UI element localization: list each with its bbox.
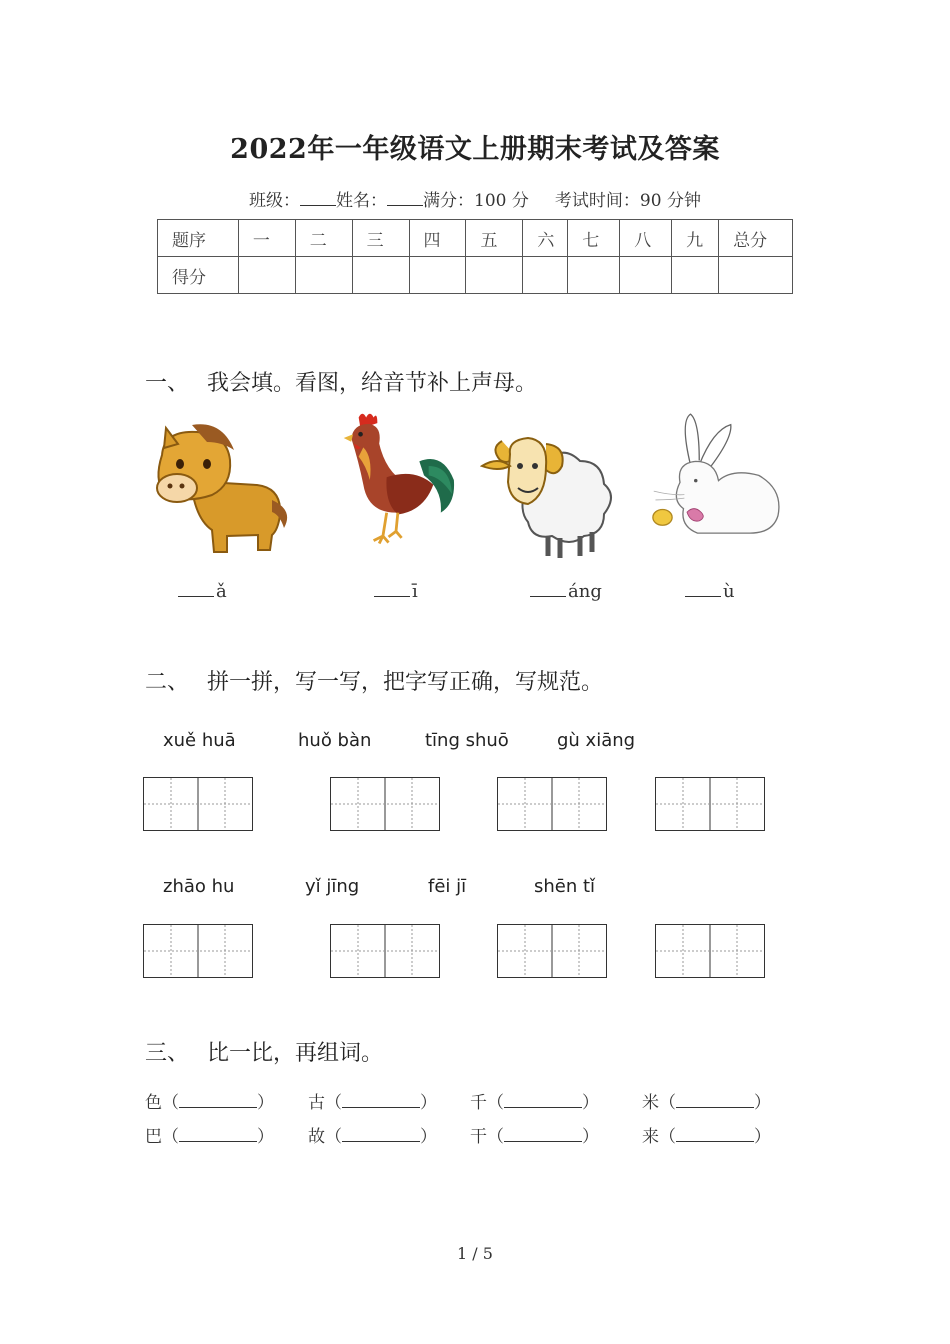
writing-grid[interactable] — [143, 777, 253, 831]
word-item[interactable]: 千（ ） — [470, 1093, 599, 1113]
table-cell: 二 — [295, 220, 352, 257]
pinyin-blank-2[interactable]: ī — [374, 581, 418, 602]
writing-grid[interactable] — [497, 777, 607, 831]
section-3-title — [145, 1036, 383, 1067]
page-title: 2022年一年级语文上册期末考试及答案 — [230, 134, 720, 165]
word-item[interactable]: 米（ ） — [642, 1093, 771, 1113]
score-input-cell[interactable] — [568, 257, 620, 294]
pinyin-label: huǒ bàn — [298, 730, 372, 751]
section-1-number: 一、 — [145, 371, 190, 396]
pinyin-label: yǐ jīng — [305, 876, 360, 897]
score-input-cell[interactable] — [295, 257, 352, 294]
writing-grid[interactable] — [330, 924, 440, 978]
score-table-score-row — [158, 257, 793, 294]
rabbit-icon — [645, 408, 785, 548]
class-blank[interactable] — [300, 190, 336, 206]
class-label: 班级： — [249, 191, 301, 211]
table-cell: 九 — [672, 220, 719, 257]
page-number: 1 / 5 — [457, 1244, 493, 1263]
section-1-text: 我会填。看图，给音节补上声母。 — [207, 371, 538, 396]
table-cell: 四 — [409, 220, 466, 257]
exam-time: 考试时间：90 分钟 — [554, 191, 701, 211]
table-cell: 题序 — [158, 220, 239, 257]
pinyin-label: gù xiāng — [557, 730, 636, 751]
writing-grid[interactable] — [655, 777, 765, 831]
word-item[interactable]: 古（ ） — [308, 1093, 437, 1113]
table-cell: 六 — [523, 220, 568, 257]
writing-grid[interactable] — [655, 924, 765, 978]
score-input-cell[interactable] — [620, 257, 672, 294]
horse-icon — [152, 420, 292, 560]
table-cell: 得分 — [158, 257, 239, 294]
writing-grid[interactable] — [330, 777, 440, 831]
full-score: 满分：100 分 — [423, 191, 529, 211]
rooster-icon — [326, 410, 466, 550]
pinyin-label: xuě huā — [163, 730, 236, 751]
table-cell: 总分 — [719, 220, 793, 257]
score-table-header-row — [158, 220, 793, 257]
table-cell: 一 — [238, 220, 295, 257]
pinyin-label: fēi jī — [428, 876, 467, 897]
name-blank[interactable] — [387, 190, 423, 206]
score-input-cell[interactable] — [719, 257, 793, 294]
pinyin-blank-1[interactable]: ǎ — [178, 581, 227, 602]
word-item[interactable]: 来（ ） — [642, 1127, 771, 1147]
student-info-line — [0, 186, 950, 211]
section-3-text: 比一比，再组词。 — [207, 1041, 384, 1066]
word-item[interactable]: 故（ ） — [308, 1127, 437, 1147]
score-input-cell[interactable] — [672, 257, 719, 294]
pinyin-blank-4[interactable]: ù — [685, 581, 735, 602]
writing-grid[interactable] — [143, 924, 253, 978]
section-3-number: 三、 — [145, 1041, 190, 1066]
table-cell: 七 — [568, 220, 620, 257]
pinyin-blank-3[interactable]: áng — [530, 581, 602, 602]
word-item[interactable]: 色（ ） — [145, 1093, 274, 1113]
score-input-cell[interactable] — [352, 257, 409, 294]
score-table — [157, 219, 793, 294]
pinyin-label: shēn tǐ — [534, 876, 596, 897]
section-1-title — [145, 366, 537, 397]
section-2-text: 拼一拼，写一写，把字写正确，写规范。 — [207, 670, 604, 695]
table-cell: 八 — [620, 220, 672, 257]
word-item[interactable]: 干（ ） — [470, 1127, 599, 1147]
pinyin-label: zhāo hu — [163, 876, 235, 897]
section-2-title — [145, 665, 603, 696]
section-2-number: 二、 — [145, 670, 190, 695]
sheep-icon — [480, 426, 620, 566]
score-input-cell[interactable] — [466, 257, 523, 294]
score-input-cell[interactable] — [523, 257, 568, 294]
writing-grid[interactable] — [497, 924, 607, 978]
table-cell: 五 — [466, 220, 523, 257]
name-label: 姓名： — [336, 191, 388, 211]
pinyin-label: tīng shuō — [425, 730, 509, 751]
word-item[interactable]: 巴（ ） — [145, 1127, 274, 1147]
table-cell: 三 — [352, 220, 409, 257]
score-input-cell[interactable] — [409, 257, 466, 294]
score-input-cell[interactable] — [238, 257, 295, 294]
